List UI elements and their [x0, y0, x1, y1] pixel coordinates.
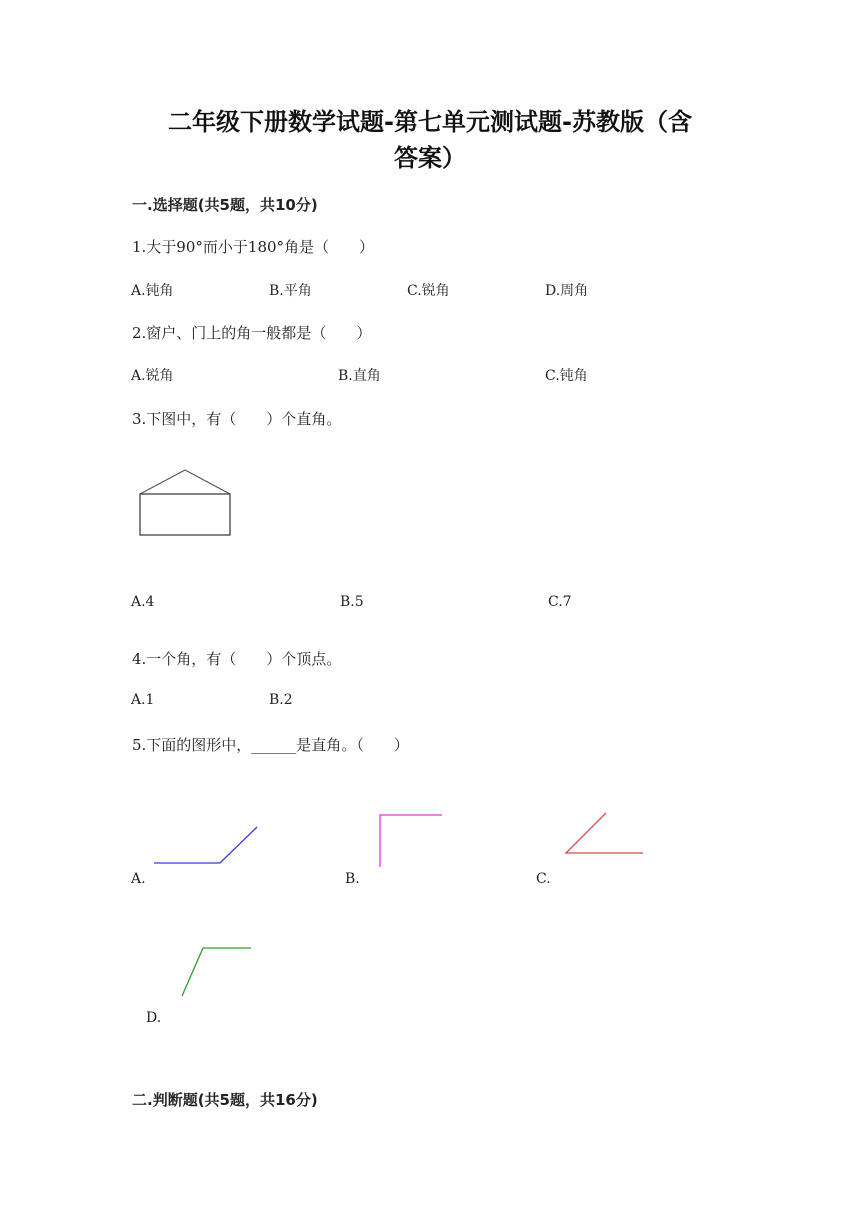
question-3-option-c: C.7: [548, 594, 572, 610]
question-5-option-d: D.: [146, 1010, 162, 1026]
angle-a-lines: [154, 827, 257, 863]
house-body: [140, 494, 230, 535]
house-roof: [140, 470, 230, 494]
angle-b-figure: [376, 812, 446, 870]
angle-b-lines: [380, 815, 442, 867]
angle-d-lines: [182, 948, 251, 996]
question-4-option-a: A.1: [131, 692, 155, 708]
question-5-option-c: C.: [536, 871, 551, 887]
question-4-option-b: B.2: [269, 692, 293, 708]
question-3-option-b: B.5: [340, 594, 364, 610]
section-heading-choice: 一.选择题(共5题，共10分): [132, 196, 318, 214]
question-2-option-b: B.直角: [338, 368, 381, 384]
question-4-text: 4.一个角，有（ ）个顶点。: [132, 650, 342, 668]
question-1-option-c: C.锐角: [407, 283, 450, 299]
angle-c-lines: [566, 813, 643, 853]
question-2-option-a: A.锐角: [131, 368, 174, 384]
question-3-option-a: A.4: [131, 594, 155, 610]
question-1-option-a: A.钝角: [131, 283, 174, 299]
angle-a-figure: [150, 824, 262, 866]
question-1-option-b: B.平角: [269, 283, 312, 299]
section-heading-judgement: 二.判断题(共5题，共16分): [132, 1091, 318, 1109]
question-1-text: 1.大于90°而小于180°角是（ ）: [132, 238, 375, 256]
question-1-option-d: D.周角: [545, 283, 589, 299]
question-5-text: 5.下面的图形中，______是直角。（ ）: [132, 736, 409, 754]
question-2-option-c: C.钝角: [545, 368, 588, 384]
question-2-text: 2.窗户、门上的角一般都是（ ）: [132, 324, 372, 342]
house-figure: [138, 468, 233, 538]
page-title-line2: 答案）: [394, 144, 466, 172]
question-3-text: 3.下图中，有（ ）个直角。: [132, 410, 342, 428]
question-5-option-a: A.: [131, 871, 146, 887]
angle-d-figure: [178, 944, 256, 1000]
angle-c-figure: [562, 810, 648, 858]
question-5-option-b: B.: [345, 871, 360, 887]
page-title-line1: 二年级下册数学试题-第七单元测试题-苏教版（含: [168, 108, 692, 136]
